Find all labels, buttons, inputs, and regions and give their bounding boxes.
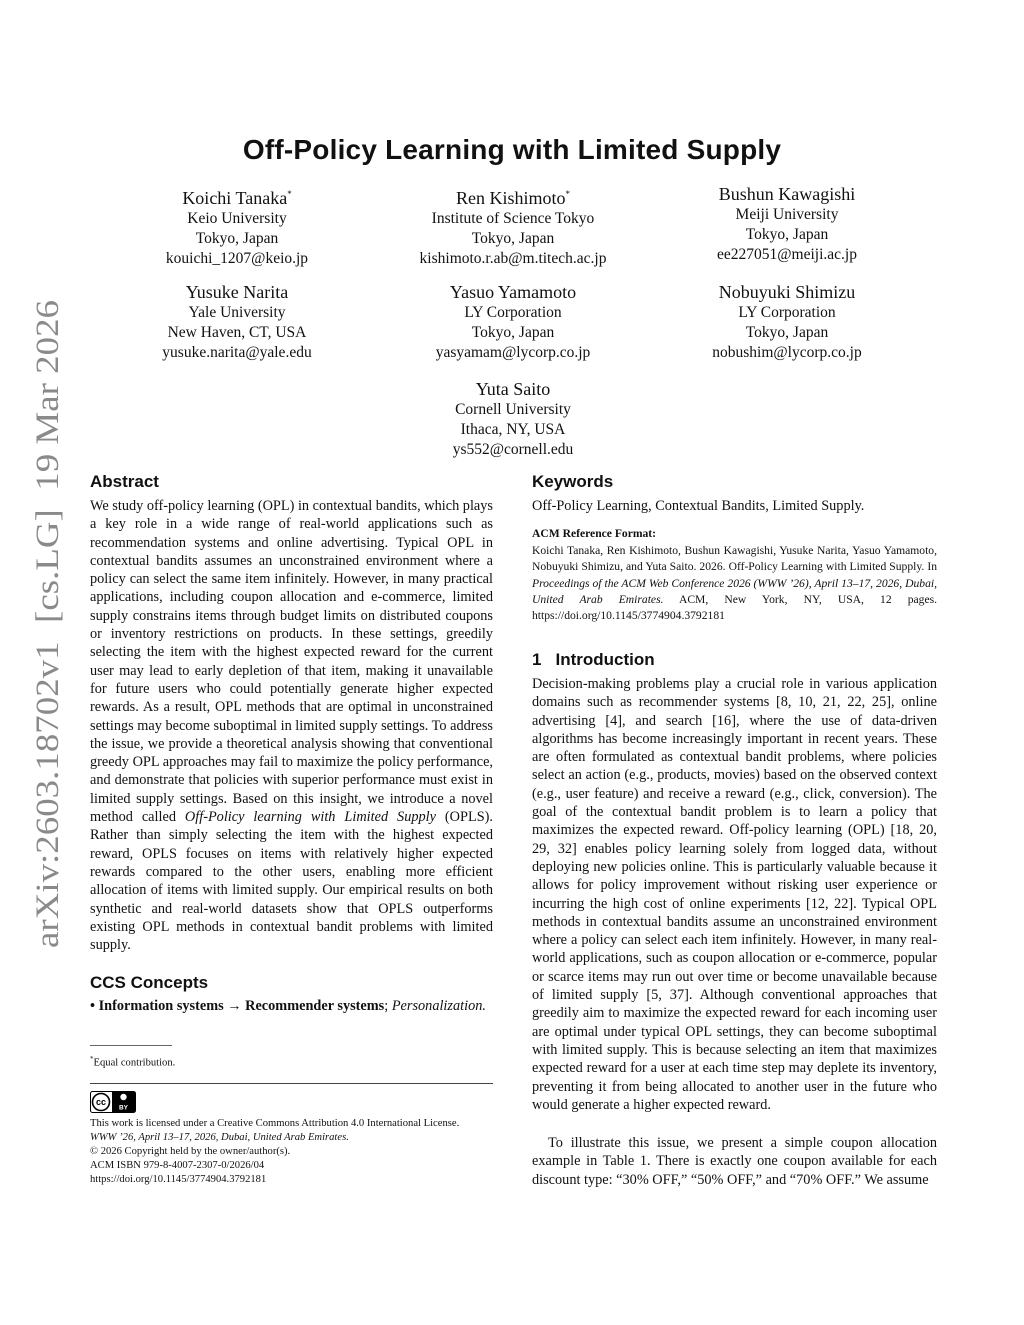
author-affiliation: Meiji University <box>735 206 839 223</box>
equal-contribution-mark: * <box>565 189 570 199</box>
author-location: Tokyo, Japan <box>745 226 829 243</box>
author-email: ys552@cornell.edu <box>452 441 574 458</box>
by-label: BY <box>118 1104 129 1112</box>
author-email: yusuke.narita@yale.edu <box>162 344 312 361</box>
author-location: Tokyo, Japan <box>195 230 279 247</box>
copyright: © 2026 Copyright held by the owner/author(s). <box>90 1146 291 1157</box>
author-email: yasyamam@lycorp.co.jp <box>435 344 591 361</box>
license-rule <box>90 1083 493 1084</box>
equal-contribution-mark: * <box>287 189 292 199</box>
author-block <box>622 281 952 363</box>
author-name: Koichi Tanaka <box>182 188 288 208</box>
author-name: Ren Kishimoto <box>455 188 566 208</box>
method-name: Off-Policy learning with Limited Supply <box>184 809 436 826</box>
author-affiliation: Cornell University <box>455 401 571 418</box>
ccs-arrow: → <box>227 998 242 1014</box>
author-affiliation: Yale University <box>188 304 286 321</box>
cc-label: cc <box>95 1097 107 1108</box>
author-email: kishimoto.r.ab@m.titech.ac.jp <box>419 250 607 267</box>
author-location: New Haven, CT, USA <box>167 324 307 341</box>
acm-ref-heading: ACM Reference Format: <box>532 527 657 540</box>
abstract-body <box>90 497 493 954</box>
intro-heading <box>532 650 655 670</box>
acm-ref-body <box>532 543 937 624</box>
author-location: Ithaca, NY, USA <box>460 421 566 438</box>
author-location: Tokyo, Japan <box>471 324 555 341</box>
paper-title: Off-Policy Learning with Limited Supply <box>242 134 782 165</box>
arxiv-stamp <box>4 300 88 960</box>
author-location: Tokyo, Japan <box>745 324 829 341</box>
author-location: Tokyo, Japan <box>471 230 555 247</box>
author-affiliation: LY Corporation <box>738 304 836 321</box>
author-email: ee227051@meiji.ac.jp <box>717 246 857 263</box>
abstract-heading: Abstract <box>90 472 159 491</box>
intro-paragraph-1: Decision-making problems play a crucial role in various application domains such as recommender systems [8, 10, 21, 22, 25], online advertising [4], and search [16], where the use of data-driven algorithms has become increasingly important in recent years. These are often formulated as contextual bandit problems, where policies select an action (e.g., products, movies) based on the observed context (e.g., user feature) and receive a reward (e.g., click, conversion). The goal of the contextual bandit problem is to learn a policy that maximizes the expected reward. Off-policy learning (OPL) [18, 20, 29, 32] enables policy learning solely from logged data, without deploying new policies online. This is particularly valuable because it allows for policy improvement without risking user experience or incurring the high cost of online experiments [12, 22]. Typical OPL methods in contextual bandits assume an unconstrained environment where a policy can select each item infinitely. However, in many real-world applications, such as coupon allocation or e-commerce, popular or scarce items may run out over time or become unavailable because of limited supply [5, 37]. Although conventional approaches that greedily aim to maximize the expected reward for each incoming user are optimal under typical OPL settings, they can become suboptimal with limited supply. This is because selecting an item that maximizes expected reward for a user at each time step may deplete its inventory, preventing it from being allocated to another user in the future who would generate a higher expected reward. <box>532 676 937 1113</box>
ccs-heading: CCS Concepts <box>90 973 209 992</box>
footnote <box>90 1052 175 1071</box>
intro-paragraph-2: To illustrate this issue, we present a simple coupon allocation example in Table 1. There is exactly one coupon available for each discount type: “30% OFF,” “50% OFF,” and “70% OFF.” We assume <box>532 1135 937 1188</box>
author-affiliation: Institute of Science Tokyo <box>431 210 595 227</box>
footnote-text: Equal contribution. <box>93 1057 176 1069</box>
acm-ref-text: ACM, New York, NY, USA, 12 pages. https://doi.org/10.1145/3774904.3792181 <box>532 592 938 623</box>
ccs-extra: Personalization. <box>391 998 486 1014</box>
acm-ref-text: Koichi Tanaka, Ren Kishimoto, Bushun Kawagishi, Yusuke Narita, Yasuo Yamamoto, Nobuyuki Shimizu, and Yuta Saito. 2026. Off-Policy Learning with Limited Supply. In <box>532 544 937 574</box>
section-title: Introduction <box>555 650 655 669</box>
author-email: kouichi_1207@keio.jp <box>165 250 309 267</box>
doi-link[interactable]: https://doi.org/10.1145/3774904.3792181 <box>90 1174 267 1185</box>
license-statement: This work is licensed under a Creative Commons Attribution 4.0 International License. <box>90 1118 460 1129</box>
keywords-text: Off-Policy Learning, Contextual Bandits, Limited Supply. <box>532 498 865 514</box>
ccs-concept: Information systems <box>98 998 224 1014</box>
author-affiliation: Keio University <box>187 210 287 227</box>
author-name: Yuta Saito <box>475 379 551 399</box>
author-email: nobushim@lycorp.co.jp <box>712 344 862 361</box>
keywords-heading: Keywords <box>532 472 614 491</box>
license-block <box>90 1117 500 1187</box>
author-block <box>622 183 952 265</box>
author-name: Nobuyuki Shimizu <box>718 282 856 302</box>
ccs-subconcept: Recommender systems <box>245 998 385 1014</box>
cc-by-badge <box>90 1091 136 1113</box>
author-block <box>348 378 678 460</box>
author-name: Bushun Kawagishi <box>718 184 856 204</box>
author-name: Yasuo Yamamoto <box>449 282 577 302</box>
arxiv-stamp-text: arXiv:2603.18702v1 [cs.LG] 19 Mar 2026 <box>30 368 66 948</box>
author-affiliation: LY Corporation <box>464 304 562 321</box>
conference-info: WWW ’26, April 13–17, 2026, Dubai, United Arab Emirates. <box>90 1132 349 1143</box>
isbn: ACM ISBN 979-8-4007-2307-0/2026/04 <box>90 1160 265 1171</box>
author-name: Yusuke Narita <box>185 282 289 302</box>
footnote-rule <box>90 1045 172 1046</box>
ccs-separator: ; <box>384 998 389 1014</box>
abstract-text: (OPLS). Rather than simply selecting the item with the highest expected reward, OPLS focuses on items with relatively higher expected rewards compared to the other users, enabling more efficient allocation of items with limited supply. Our empirical results on both synthetic and real-world datasets show that OPLS outperforms existing OPL methods in contextual bandit problems with limited supply. <box>90 809 493 954</box>
footnote-mark: * <box>90 1055 94 1063</box>
abstract-text: We study off-policy learning (OPL) in contextual bandits, which plays a key role in a wide range of real-world applications such as recommendation systems and online advertising. Typical OPL in contextual bandits assumes an unconstrained environment where a policy can select the same item infinitely. However, in many practical applications, including coupon allocation and e-commerce, limited supply constrains items through budget limits on distributed coupons or inventory restrictions on products. In these settings, greedily selecting the item with the highest expected reward for the current user may lead to early depletion of that item, making it unavailable for future users who could potentially generate higher expected rewards. As a result, OPL methods that are optimal in unconstrained settings may become suboptimal in limited supply settings. To address the issue, we provide a theoretical analysis showing that conventional greedy OPL approaches may fail to maximize the policy performance, and demonstrate that policies with superior performance must exist in limited supply settings. Based on this insight, we introduce a novel method called <box>90 498 493 826</box>
person-icon <box>120 1094 126 1100</box>
section-number: 1 <box>532 650 542 669</box>
ccs-concepts <box>90 997 493 1015</box>
ccs-bullet: • <box>90 998 96 1014</box>
acm-ref-venue: Proceedings of the ACM Web Conference 2026 (WWW ’26), April 13–17, 2026, Dubai, United Arab Emirates. <box>532 576 937 606</box>
